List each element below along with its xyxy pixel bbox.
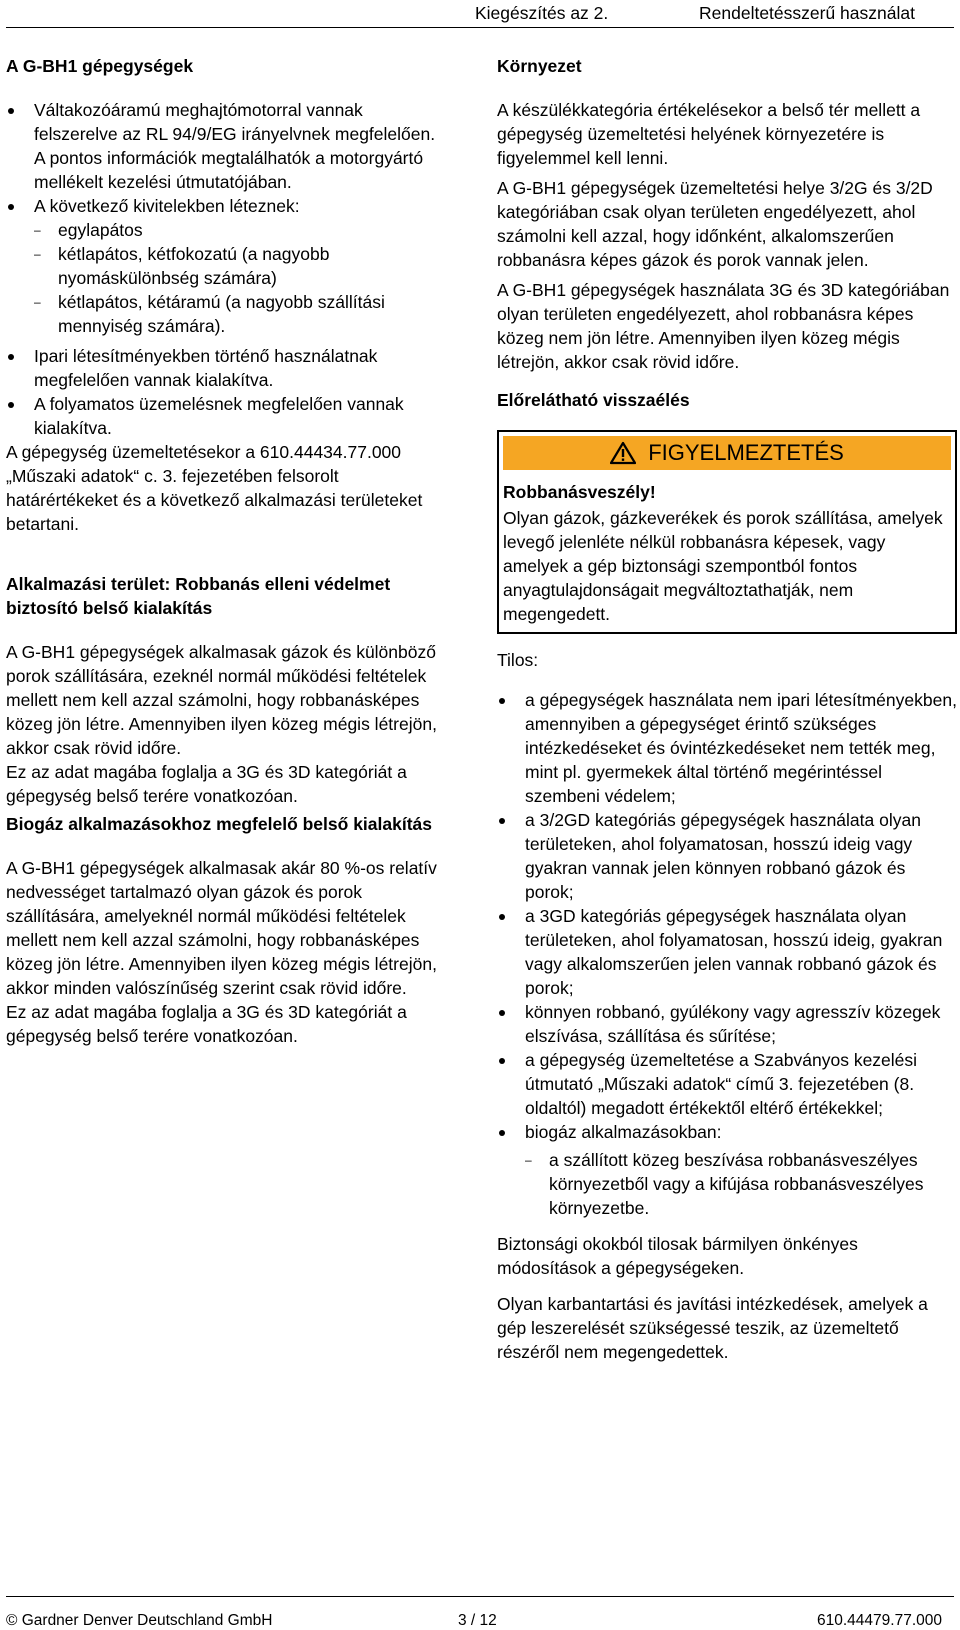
- paragraph: A készülékkategória értékelésekor a belső tér mellett a gépegység üzemeltetési helyének környezetére is figyelemmel kell lenni.: [497, 100, 921, 168]
- list-item: A folyamatos üzemelésnek megfelelően vannak kialakítva.: [6, 392, 446, 440]
- feature-list: [6, 98, 446, 440]
- list-item: a gépegység üzemeltetése a Szabványos kezelési útmutató „Műszaki adatok“ című 3. fejezetében (8. oldaltól) megadott értékektől eltérő értékekkel;: [497, 1048, 957, 1120]
- list-item-text: biogáz alkalmazásokban:: [525, 1122, 722, 1142]
- section-heading-application: Alkalmazási terület: Robbanás elleni védelmet biztosító belső kialakítás: [6, 574, 391, 618]
- sub-list-item: – a szállított közeg beszívása robbanásveszélyes környezetből vagy a kifújása robbanásveszélyes környezetbe.: [525, 1148, 957, 1220]
- list-item: a gépegységek használata nem ipari létesítményekben, amennyiben a gépegységet érintő szükséges intézkedéseket és óvintézkedéseket nem tették meg, mint pl. gyermekek által történő megérintéssel szembeni védelem;: [497, 688, 957, 808]
- variant-list: [6, 218, 446, 338]
- list-item: a 3GD kategóriás gépegységek használata olyan területeken, ahol folyamatosan, hosszú ideig, gyakran vagy alkalomszerűen jelen vannak robbanó gázok és porok;: [497, 904, 957, 1000]
- warning-triangle-icon: [610, 441, 636, 465]
- warning-subtitle: Robbanásveszély!: [503, 482, 656, 502]
- footer-rule: [6, 1596, 954, 1597]
- paragraph: Ez az adat magába foglalja a 3G és 3D kategóriát a gépegység belső terére vonatkozóan.: [6, 1002, 407, 1046]
- left-column: [6, 54, 446, 1048]
- section-heading-environment: Környezet: [497, 56, 582, 76]
- paragraph: A G-BH1 gépegységek alkalmasak gázok és különböző porok szállítására, ezeknél normál működési feltételek mellett nem kell azzal számolni, hogy robbanásképes közeg jön létre. Amennyiben ilyen közeg mégis létrejön, akkor csak rövid időre.: [6, 642, 437, 758]
- list-item: [497, 1120, 957, 1220]
- paragraph: A G-BH1 gépegységek üzemeltetési helye 3/2G és 3/2D kategóriában csak olyan területen engedélyezett, ahol számolni kell azzal, hogy időnként, alkalomszerűen robbanásra képes gázok és porok vannak jelen.: [497, 178, 933, 270]
- warning-box: [497, 430, 957, 634]
- footer-page-number: 3 / 12: [458, 1612, 497, 1629]
- sub-list-item: – egylapátos: [34, 218, 446, 242]
- biogas-sub-list: [525, 1148, 957, 1220]
- footer-doc-number: 610.44479.77.000: [817, 1612, 942, 1629]
- sub-list-item: – kétlapátos, kétfokozatú (a nagyobb nyomáskülönbség számára): [34, 242, 446, 290]
- prohibited-label: Tilos:: [497, 650, 539, 670]
- footer-company: © Gardner Denver Deutschland GmbH: [6, 1612, 273, 1629]
- sub-list-item: – kétlapátos, kétáramú (a nagyobb szállítási mennyiség számára).: [34, 290, 446, 338]
- list-item: Ipari létesítményekben történő használatnak megfelelően vannak kialakítva.: [6, 344, 446, 392]
- list-item: könnyen robbanó, gyúlékony vagy agresszív közegek elszívása, szállítása és sűrítése;: [497, 1000, 957, 1048]
- section-heading-misuse: Előrelátható visszaélés: [497, 390, 690, 410]
- header-section: Kiegészítés az 2.: [475, 3, 609, 23]
- header-rule: [6, 27, 954, 28]
- warning-title: FIGYELMEZTETÉS: [648, 440, 844, 465]
- prohibited-list: [497, 688, 957, 1220]
- list-item: [6, 194, 446, 338]
- paragraph: A G-BH1 gépegységek használata 3G és 3D kategóriában olyan területen engedélyezett, ahol robbanásra képes közeg nem jön létre. Amennyiben ilyen közeg mégis létrejön, akkor csak rövid időre.: [497, 280, 950, 372]
- section-heading-units: A G-BH1 gépegységek: [6, 56, 194, 76]
- warning-header: [503, 436, 951, 470]
- page-header: [0, 0, 960, 28]
- list-item: Váltakozóáramú meghajtómotorral vannak felszerelve az RL 94/9/EG irányelvnek megfelelően. A pontos információk megtalálhatók a motorgyártó mellékelt kezelési útmutatójában.: [6, 98, 446, 194]
- paragraph: Biztonsági okokból tilosak bármilyen önkényes módosítások a gépegységeken.: [497, 1234, 858, 1278]
- header-chapter: Rendeltetésszerű használat: [699, 3, 915, 23]
- warning-body: [499, 474, 955, 632]
- list-item: a 3/2GD kategóriás gépegységek használata olyan területeken, ahol folyamatosan, hosszú ideig vagy gyakran vannak jelen könnyen robbanó gázok és porok;: [497, 808, 957, 904]
- paragraph: A G-BH1 gépegységek alkalmasak akár 80 %-os relatív nedvességet tartalmazó olyan gázok és porok szállítására, amelyeknél normál működési feltételek mellett nem kell azzal számolni, hogy robbanásképes közeg jön létre. Amennyiben ilyen közeg mégis létrejön, akkor minden valószínűség szerint csak rövid időre.: [6, 858, 437, 998]
- list-item-text: A következő kivitelekben léteznek:: [34, 196, 300, 216]
- paragraph: Ez az adat magába foglalja a 3G és 3D kategóriát a gépegység belső terére vonatkozóan.: [6, 762, 407, 806]
- warning-text: Olyan gázok, gázkeverékek és porok szállítása, amelyek levegő jelenléte nélkül robbanásra képesek, vagy amelyek a gép biztonsági szempontból fontos anyagtulajdonságait megváltoztathatják, nem megengedett.: [503, 508, 943, 624]
- right-column: [497, 54, 957, 1364]
- paragraph: A gépegység üzemeltetésekor a 610.44434.77.000 „Műszaki adatok“ c. 3. fejezetében felsorolt határértékeket és a következő alkalmazási területeket betartani.: [6, 442, 423, 534]
- paragraph: Olyan karbantartási és javítási intézkedések, amelyek a gép leszerelését szükségessé teszik, az üzemeltető részéről nem megengedettek.: [497, 1294, 928, 1362]
- page-footer: [0, 1596, 960, 1630]
- section-heading-biogas: Biogáz alkalmazásokhoz megfelelő belső kialakítás: [6, 814, 432, 834]
